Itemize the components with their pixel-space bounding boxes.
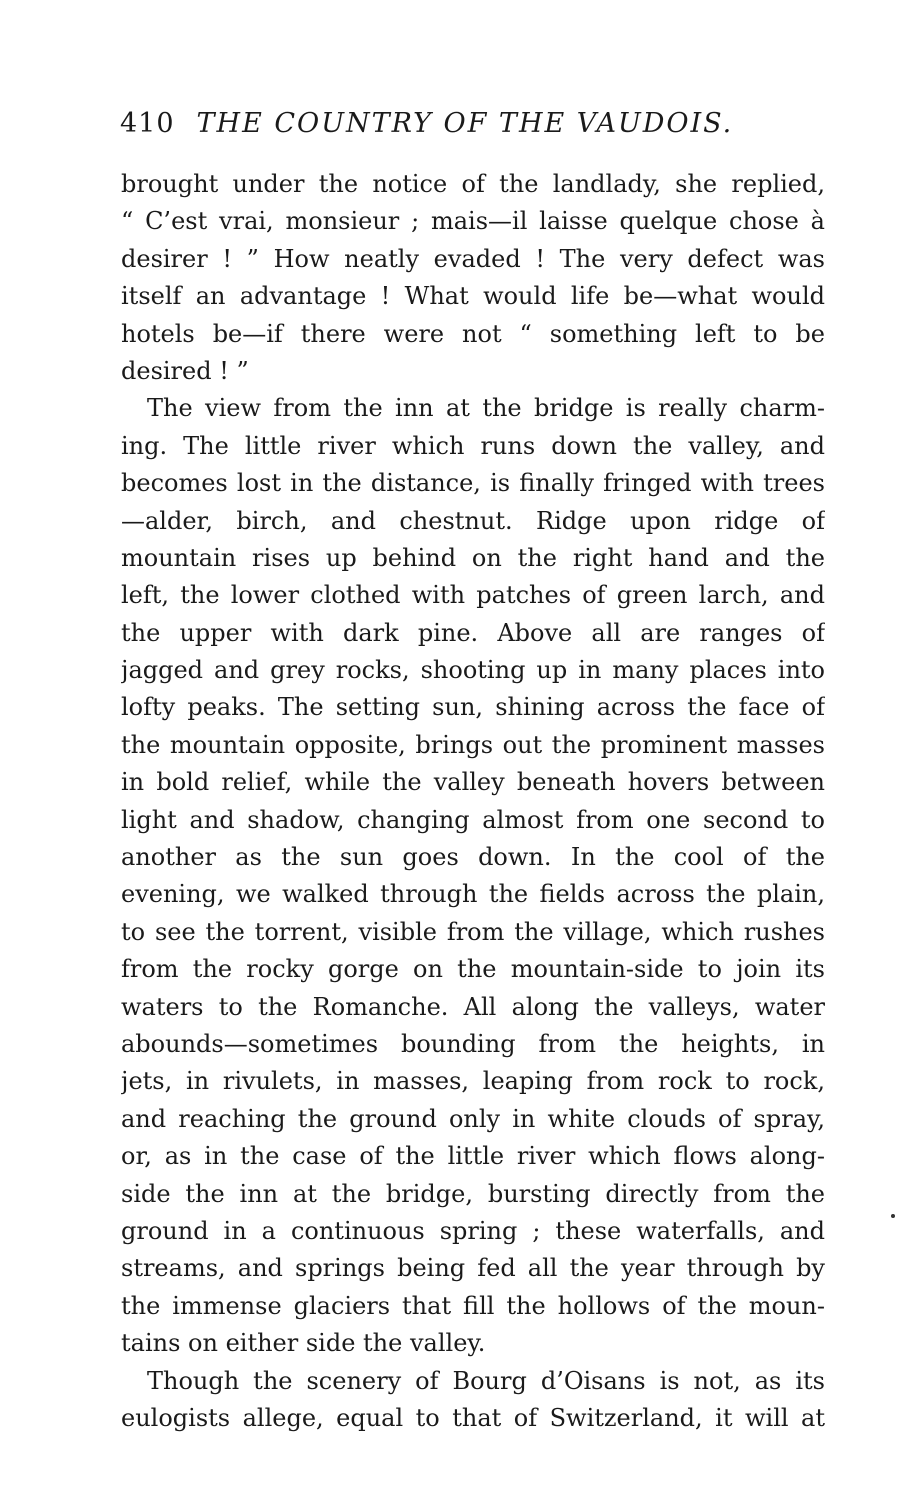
body-text	[121, 166, 825, 1437]
paragraph	[121, 1363, 825, 1438]
book-title: THE COUNTRY OF THE VAUDOIS.	[196, 108, 734, 139]
ink-speck	[891, 1214, 895, 1218]
text-line: waters to the Romanche. All along the valleys, water	[121, 992, 825, 1021]
text-line: jagged and grey rocks, shooting up in many places into	[121, 656, 825, 685]
text-line: abounds—sometimes bounding from the heights, in	[121, 1029, 825, 1058]
text-line: the immense glaciers that fill the hollows of the moun-	[121, 1291, 825, 1320]
text-line: tains on either side the valley.	[121, 1329, 486, 1358]
text-line: from the rocky gorge on the mountain-side to join its	[121, 955, 825, 984]
text-line: lofty peaks. The setting sun, shining across the face of	[121, 693, 825, 722]
text-line: in bold relief, while the valley beneath hovers between	[121, 768, 825, 797]
text-line: brought under the notice of the landlady, she replied,	[121, 170, 825, 198]
text-line: or, as in the case of the little river which flows along-	[121, 1142, 825, 1171]
text-line: streams, and springs being fed all the year through by	[121, 1254, 825, 1283]
page-number: 410	[120, 108, 175, 139]
text-line: and reaching the ground only in white clouds of spray,	[121, 1104, 825, 1133]
text-line: jets, in rivulets, in masses, leaping from rock to rock,	[121, 1067, 825, 1096]
text-line: ing. The little river which runs down the valley, and	[121, 431, 825, 460]
paragraph	[121, 390, 825, 1362]
text-line: light and shadow, changing almost from one second to	[121, 805, 825, 834]
text-line: eulogists allege, equal to that of Switzerland, it will at	[121, 1403, 825, 1432]
text-line: “ C’est vrai, monsieur ; mais—il laisse quelque chose à	[121, 207, 825, 236]
text-line: desired ! ”	[121, 356, 249, 385]
text-line: hotels be—if there were not “ something left to be	[121, 319, 825, 348]
text-line: the mountain opposite, brings out the prominent masses	[121, 730, 825, 759]
running-head	[120, 108, 840, 148]
text-line: —alder, birch, and chestnut. Ridge upon ridge of	[121, 506, 825, 535]
text-line: desirer ! ” How neatly evaded ! The very defect was	[121, 244, 825, 273]
text-line: left, the lower clothed with patches of green larch, and	[121, 581, 825, 610]
text-line: The view from the inn at the bridge is really charm-	[147, 394, 825, 423]
text-line: side the inn at the bridge, bursting directly from the	[121, 1179, 825, 1208]
text-line: becomes lost in the distance, is finally fringed with trees	[121, 469, 825, 498]
text-line: to see the torrent, visible from the village, which rushes	[121, 917, 825, 946]
text-line: Though the scenery of Bourg d’Oisans is not, as its	[147, 1366, 825, 1395]
text-line: evening, we walked through the fields across the plain,	[121, 880, 825, 909]
text-line: the upper with dark pine. Above all are ranges of	[121, 618, 825, 647]
text-line: ground in a continuous spring ; these waterfalls, and	[121, 1216, 825, 1245]
text-line: another as the sun goes down. In the cool of the	[121, 843, 825, 872]
text-line: mountain rises up behind on the right hand and the	[121, 543, 825, 572]
paragraph	[121, 166, 825, 390]
text-line: itself an advantage ! What would life be—what would	[121, 282, 825, 311]
